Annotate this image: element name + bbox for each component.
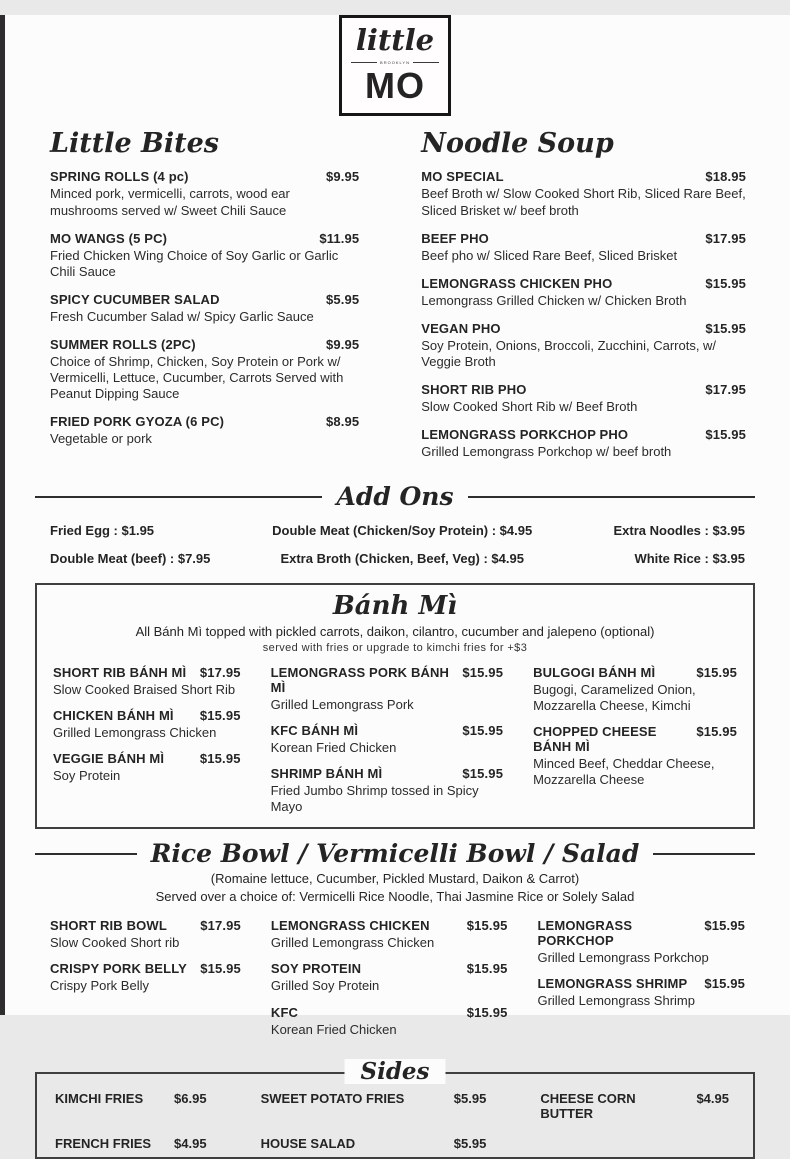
item-name: CRISPY PORK BELLY xyxy=(50,961,187,977)
item-desc: Korean Fried Chicken xyxy=(270,740,397,756)
item-price: $15.95 xyxy=(466,1004,508,1020)
item-price: $4.95 xyxy=(696,1090,729,1106)
restaurant-logo xyxy=(339,15,451,116)
item-name: FRIED PORK GYOZA (6 PC) xyxy=(50,414,225,430)
menu-item xyxy=(50,918,241,951)
menu-item xyxy=(271,961,508,994)
menu-item xyxy=(53,665,241,698)
item-price: $5.95 xyxy=(453,1090,487,1106)
item-price: $5.95 xyxy=(453,1135,487,1151)
scan-left-edge xyxy=(0,15,5,1015)
menu-item xyxy=(421,169,746,218)
item-name: SWEET POTATO FRIES xyxy=(260,1090,405,1106)
item-name: VEGGIE BÁNH MÌ xyxy=(53,751,165,767)
item-name: SHORT RIB BOWL xyxy=(50,918,167,934)
item-desc: Fresh Cucumber Salad w/ Spicy Garlic Sauce xyxy=(50,308,314,324)
menu-item xyxy=(271,665,503,713)
item-name: SHRIMP BÁNH MÌ xyxy=(270,766,383,782)
menu-item xyxy=(53,708,241,741)
item-name: HOUSE SALAD xyxy=(260,1135,356,1151)
menu-item xyxy=(271,1005,508,1038)
add-on-item: Double Meat (Chicken/Soy Protein) : $4.95 xyxy=(272,523,533,539)
empty-cell xyxy=(540,1136,735,1151)
section-little-bites xyxy=(50,130,359,472)
menu-item xyxy=(271,723,503,756)
item-price: $6.95 xyxy=(174,1090,207,1106)
rice-bowl-column-3 xyxy=(537,918,745,1047)
item-name: KFC BÁNH MÌ xyxy=(270,723,359,739)
item-desc: Beef pho w/ Sliced Rare Beef, Sliced Brisket xyxy=(421,247,678,263)
menu-item xyxy=(421,321,746,370)
logo-little-text: little xyxy=(355,23,435,57)
menu-item xyxy=(421,427,746,460)
banh-mi-column-2 xyxy=(271,665,503,825)
item-desc: Grilled Lemongrass Chicken xyxy=(53,725,217,741)
item-price: $11.95 xyxy=(319,230,360,246)
item-desc: Grilled Lemongrass Pork xyxy=(270,696,414,712)
logo-divider-line xyxy=(413,62,439,63)
item-price: $15.95 xyxy=(704,976,745,992)
item-desc: Choice of Shrimp, Chicken, Soy Protein or Pork w/ Vermicelli, Lettuce, Cucumber, Carrots Served with Peanut Dipping Sauce xyxy=(50,353,344,402)
item-price: $15.95 xyxy=(200,961,241,977)
rice-bowl-column-1 xyxy=(50,918,241,1047)
item-price: $17.95 xyxy=(200,918,241,934)
menu-item xyxy=(55,1091,213,1121)
item-price: $15.95 xyxy=(466,961,508,977)
item-price: $8.95 xyxy=(325,414,360,430)
menu-item xyxy=(533,724,737,788)
item-name: SPRING ROLLS (4 pc) xyxy=(50,169,189,185)
section-title: Rice Bowl / Vermicelli Bowl / Salad xyxy=(150,839,640,869)
section-title: Add Ons xyxy=(336,482,454,512)
item-desc: Grilled Lemongrass Shrimp xyxy=(537,993,695,1009)
item-name: CHEESE CORN BUTTER xyxy=(540,1090,636,1121)
item-desc: Soy Protein, Onions, Broccoli, Zucchini, Carrots, w/ Veggie Broth xyxy=(421,337,717,369)
item-price: $9.95 xyxy=(325,336,360,352)
section-title: Sides xyxy=(344,1059,445,1084)
menu-item xyxy=(55,1136,213,1151)
menu-item xyxy=(50,231,359,280)
section-banh-mi xyxy=(35,583,755,829)
banh-mi-grid xyxy=(53,665,737,825)
item-price: $15.95 xyxy=(466,918,508,934)
add-ons-grid xyxy=(0,511,790,566)
top-columns xyxy=(0,128,790,472)
item-desc: Beef Broth w/ Slow Cooked Short Rib, Sliced Rare Beef, Sliced Brisket w/ beef broth xyxy=(421,186,746,218)
logo-divider-line xyxy=(351,62,377,63)
logo-mo-text: MO xyxy=(365,65,425,107)
item-price: $15.95 xyxy=(704,918,745,934)
rice-bowl-column-2 xyxy=(271,918,508,1047)
banh-mi-column-3 xyxy=(533,665,737,825)
item-desc: Slow Cooked Short rib xyxy=(50,935,180,951)
section-note: Served over a choice of: Vermicelli Rice Noodle, Thai Jasmine Rice or Solely Salad xyxy=(155,889,635,905)
add-on-item: Extra Noodles : $3.95 xyxy=(613,523,745,539)
add-on-item: Double Meat (beef) : $7.95 xyxy=(50,551,211,567)
item-name: VEGAN PHO xyxy=(421,320,501,336)
add-on-item: Fried Egg : $1.95 xyxy=(50,523,155,539)
divider-rule xyxy=(35,853,137,855)
item-price: $15.95 xyxy=(199,751,241,767)
item-desc: Korean Fried Chicken xyxy=(270,1021,397,1037)
item-desc: Slow Cooked Braised Short Rib xyxy=(53,681,236,697)
item-desc: Crispy Pork Belly xyxy=(50,978,149,994)
item-price: $17.95 xyxy=(705,230,746,246)
menu-item xyxy=(533,665,737,714)
menu-item xyxy=(53,751,241,784)
item-desc: Slow Cooked Short Rib w/ Beef Broth xyxy=(421,399,638,415)
menu-item xyxy=(540,1091,735,1121)
item-name: KIMCHI FRIES xyxy=(55,1090,144,1106)
menu-item xyxy=(271,918,508,951)
item-price: $18.95 xyxy=(705,169,746,185)
item-price: $4.95 xyxy=(174,1135,207,1151)
item-desc: Minced pork, vermicelli, carrots, wood ear mushrooms served w/ Sweet Chili Sauce xyxy=(50,186,290,218)
item-name: LEMONGRASS CHICKEN PHO xyxy=(421,275,613,291)
item-name: CHICKEN BÁNH MÌ xyxy=(53,708,174,724)
item-desc: Grilled Lemongrass Porkchop xyxy=(537,950,709,966)
item-name: BULGOGI BÁNH MÌ xyxy=(533,664,656,680)
item-name: LEMONGRASS CHICKEN xyxy=(270,918,430,934)
divider-rule xyxy=(35,496,322,498)
item-price: $15.95 xyxy=(462,723,504,739)
menu-item xyxy=(261,1091,493,1121)
item-price: $9.95 xyxy=(325,169,360,185)
item-desc: Minced Beef, Cheddar Cheese, Mozzarella Cheese xyxy=(533,756,715,788)
section-sides xyxy=(35,1057,755,1159)
menu-item xyxy=(50,337,359,402)
item-price: $17.95 xyxy=(705,382,746,398)
menu-item xyxy=(537,918,745,966)
add-on-item: White Rice : $3.95 xyxy=(634,551,745,567)
item-name: LEMONGRASS PORKCHOP xyxy=(537,918,633,949)
menu-item xyxy=(261,1136,493,1151)
item-desc: Fried Chicken Wing Choice of Soy Garlic or Garlic Chili Sauce xyxy=(50,247,339,279)
item-desc: Soy Protein xyxy=(53,768,121,784)
menu-item xyxy=(421,382,746,415)
menu-item xyxy=(50,961,241,994)
item-desc: Grilled Lemongrass Porkchop w/ beef broth xyxy=(421,444,672,460)
item-name: LEMONGRASS PORKCHOP PHO xyxy=(421,427,629,443)
item-name: SUMMER ROLLS (2PC) xyxy=(50,336,196,352)
menu-item xyxy=(50,169,359,218)
menu-item xyxy=(537,976,745,1009)
menu-item xyxy=(50,292,359,325)
item-price: $15.95 xyxy=(705,275,746,291)
item-name: MO WANGS (5 PC) xyxy=(50,230,168,246)
menu-item xyxy=(421,231,746,264)
item-price: $15.95 xyxy=(462,766,504,782)
section-rice-bowl-header xyxy=(35,839,755,868)
item-name: LEMONGRASS SHRIMP xyxy=(537,976,688,992)
item-desc: Grilled Soy Protein xyxy=(270,978,380,994)
section-subtitle: All Bánh Mì topped with pickled carrots, daikon, cilantro, cucumber and jalepeno (optional) xyxy=(135,623,655,639)
section-add-ons-header xyxy=(35,482,755,511)
item-name: BEEF PHO xyxy=(421,230,489,246)
item-name: MO SPECIAL xyxy=(421,169,504,185)
item-name: FRENCH FRIES xyxy=(55,1135,152,1151)
item-price: $15.95 xyxy=(705,320,746,336)
add-on-item: Extra Broth (Chicken, Beef, Veg) : $4.95 xyxy=(280,551,524,567)
item-desc: Lemongrass Grilled Chicken w/ Chicken Broth xyxy=(421,292,687,308)
item-price: $15.95 xyxy=(696,664,737,680)
item-name: SOY PROTEIN xyxy=(270,961,362,977)
divider-rule xyxy=(468,496,755,498)
item-name: SHORT RIB BÁNH MÌ xyxy=(53,664,187,680)
sides-grid xyxy=(55,1091,735,1151)
section-title: Little Bites xyxy=(50,128,219,160)
item-name: SPICY CUCUMBER SALAD xyxy=(50,291,220,307)
item-name: KFC xyxy=(270,1004,299,1020)
item-price: $5.95 xyxy=(325,291,360,307)
section-noodle-soup xyxy=(421,130,746,472)
logo-brooklyn-text: BROOKLYN xyxy=(380,60,410,66)
section-title: Noodle Soup xyxy=(421,128,614,160)
item-name: SHORT RIB PHO xyxy=(421,382,527,398)
item-name: CHOPPED CHEESE BÁNH MÌ xyxy=(533,724,657,755)
item-name: LEMONGRASS PORK BÁNH MÌ xyxy=(270,664,450,695)
item-price: $15.95 xyxy=(199,708,241,724)
menu-item xyxy=(271,766,503,815)
menu-item xyxy=(50,414,359,447)
menu-page xyxy=(0,15,790,1151)
section-title: Bánh Mì xyxy=(332,591,458,622)
item-desc: Bugogi, Caramelized Onion, Mozzarella Cheese, Kimchi xyxy=(533,681,696,714)
section-note: served with fries or upgrade to kimchi fries for +$3 xyxy=(262,641,528,654)
item-desc: Vegetable or pork xyxy=(50,431,152,447)
item-price: $17.95 xyxy=(199,664,241,680)
item-desc: Fried Jumbo Shrimp tossed in Spicy Mayo xyxy=(270,783,479,815)
banh-mi-column-1 xyxy=(53,665,241,825)
menu-item xyxy=(421,276,746,309)
section-subtitle: (Romaine lettuce, Cucumber, Pickled Mustard, Daikon & Carrot) xyxy=(210,871,580,887)
item-price: $15.95 xyxy=(696,724,737,740)
item-price: $15.95 xyxy=(705,427,746,443)
rice-bowl-grid xyxy=(0,904,790,1047)
item-price: $15.95 xyxy=(462,664,504,680)
divider-rule xyxy=(653,853,755,855)
item-desc: Grilled Lemongrass Chicken xyxy=(270,935,435,951)
